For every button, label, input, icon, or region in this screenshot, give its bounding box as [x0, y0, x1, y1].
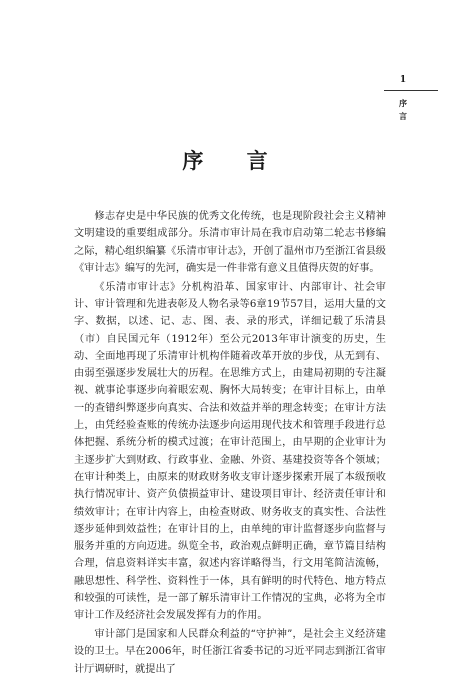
page-title: 序 言 — [182, 149, 286, 174]
header-rule — [384, 90, 438, 91]
paragraph: 《乐清市审计志》分机构沿革、国家审计、内部审计、社会审计、审计管理和先进表彰及人物名录等6章19节57目，运用大量的文字、数据，以述、记、志、图、表、录的形式，详细记载了乐清县（市）自民国元年（1912年）至公元2013年审计演变的历史，生动、全面地再现了乐清审计机构伴随着改革开放的步伐，从无到有、由弱至强逐步发展壮大的历程。在思维方式上，由建局初期的专注凝视、就事论事逐步向着眼宏观、胸怀大局转变；在审计目标上，由单一的查错纠弊逐步向真实、合法和效益并举的理念转变；在审计方法上，由凭经验查账的传统办法逐步向运用现代技术和管理手段进行总体把握、系统分析的模式过渡；在审计范围上，由早期的企业审计为主逐步扩大到财政、行政事业、金融、外资、基建投资等各个领域；在审计种类上，由原来的财政财务收支审计逐步探索开展了本级预收执行情况审计、资产负债损益审计、建设项目审计、经济责任审计和绩效审计；在审计内容上，由检查财政、财务收支的真实性、合法性逐步延伸到效益性；在审计目的上，由单纯的审计监督逐步向监督与服务并重的方向迈进。纵览全书，政治观点鲜明正确，章节篇目结构合理，信息资料详实丰富，叙述内容详略得当，行文用笔简洁流畅，融思想性、科学性、资料性于一体，具有鲜明的时代特色、地方特点和较强的可读性，是一部了解乐清审计工作情况的宝典，必将为全市审计工作及经济社会发展发挥有力的作用。 — [74, 281, 386, 622]
page-number: 1 — [399, 75, 407, 85]
running-head — [397, 97, 409, 123]
running-head-char: 序 — [399, 98, 407, 108]
paragraph: 修志存史是中华民族的优秀文化传统，也是现阶段社会主义精神文明建设的重要组成部分。乐清市审计局在我市启动第二轮志书修编之际，精心组织编纂《乐清市审计志》，开创了温州市乃至浙江省县级《审计志》编写的先河，确实是一件非常有意义且值得庆贺的好事。 — [74, 211, 386, 274]
paragraph: 审计部门是国家和人民群众利益的“守护神”，是社会主义经济建设的卫士。早在2006年，时任浙江省委书记的习近平同志到浙江省审计厅调研时，就提出了 — [74, 629, 386, 675]
body-text — [74, 208, 386, 680]
running-head-char: 言 — [399, 111, 407, 121]
